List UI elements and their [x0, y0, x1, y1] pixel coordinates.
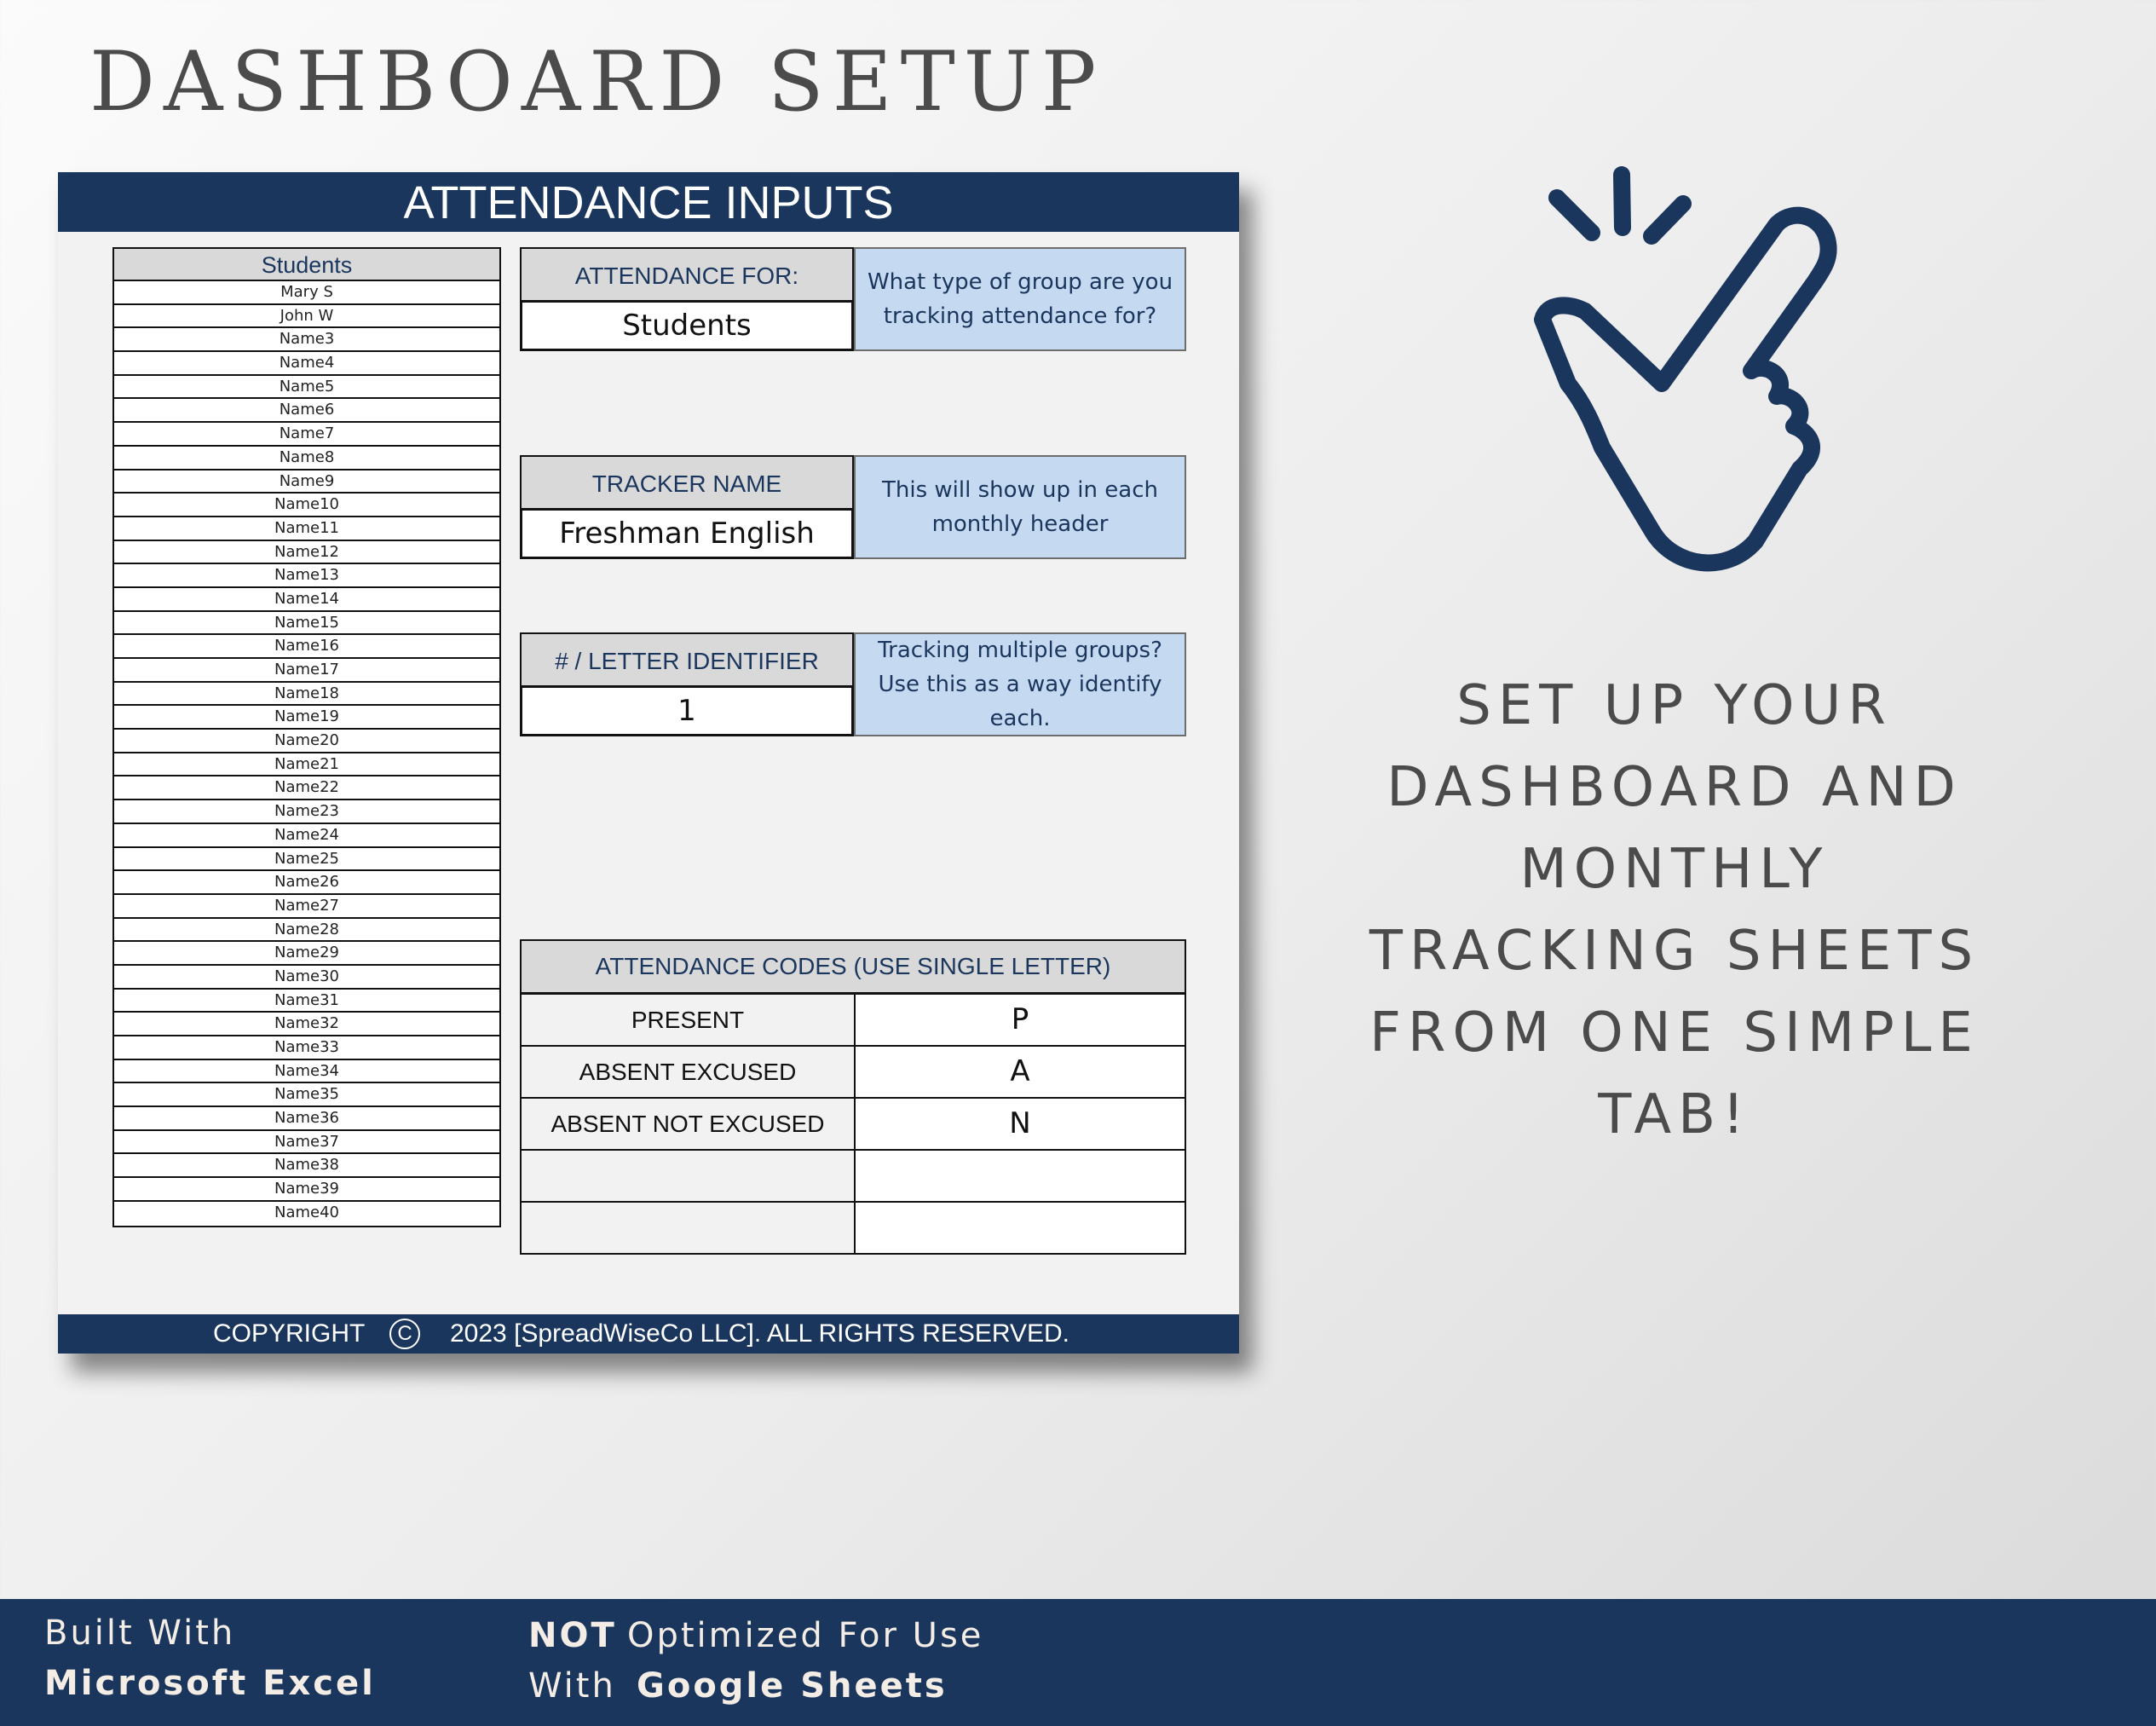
student-row[interactable]: Name32 — [114, 1013, 499, 1036]
student-row[interactable]: Name22 — [114, 776, 499, 800]
student-row[interactable]: Name36 — [114, 1107, 499, 1131]
copyright-icon: C — [389, 1319, 420, 1349]
bottom-bar — [0, 1599, 2156, 1726]
student-row[interactable]: Name40 — [274, 1203, 339, 1221]
attendance-codes-heading: ATTENDANCE CODES (USE SINGLE LETTER) — [522, 941, 1185, 995]
attendance-for-label: ATTENDANCE FOR: — [520, 247, 854, 302]
student-row[interactable]: Name16 — [114, 635, 499, 659]
tracker-name-input[interactable]: Freshman English — [520, 508, 854, 559]
tagline — [1142, 665, 2156, 1156]
optimized-text: Optimized For Use — [627, 1616, 984, 1655]
attendance-for-hint: What type of group are you tracking attendance for? — [854, 247, 1186, 351]
code-name-cell[interactable] — [522, 1203, 856, 1253]
tagline-line-5: FROM ONE SIMPLE — [1369, 1002, 1980, 1065]
attendance-codes-table — [520, 939, 1186, 1255]
student-row[interactable]: Name18 — [114, 683, 499, 707]
student-row[interactable]: Name11 — [114, 517, 499, 541]
identifier-label: # / LETTER IDENTIFIER — [520, 632, 854, 687]
not-word: NOT — [528, 1616, 617, 1655]
tagline-line-2: DASHBOARD AND — [1386, 756, 1963, 819]
student-row[interactable]: Name17 — [114, 659, 499, 683]
student-row[interactable]: Name39 — [114, 1178, 499, 1202]
student-row[interactable]: Mary S — [114, 281, 499, 305]
sheet-header: ATTENDANCE INPUTS — [58, 172, 1239, 232]
code-row — [522, 1099, 1185, 1151]
student-row[interactable]: Name13 — [114, 564, 499, 588]
student-row[interactable]: Name26 — [114, 871, 499, 895]
code-letter-cell[interactable]: P — [856, 995, 1185, 1045]
attendance-inputs-sheet — [58, 172, 1239, 1354]
students-list — [112, 247, 501, 1227]
code-name-cell[interactable]: PRESENT — [522, 995, 856, 1045]
student-row[interactable]: Name21 — [114, 753, 499, 777]
code-letter-cell[interactable] — [856, 1151, 1185, 1201]
student-row[interactable]: Name37 — [114, 1131, 499, 1155]
student-row[interactable]: Name8 — [114, 447, 499, 470]
student-row[interactable]: Name23 — [114, 800, 499, 824]
tagline-line-4: TRACKING SHEETS — [1369, 920, 1980, 983]
student-row[interactable]: Name3 — [114, 328, 499, 352]
page-title: DASHBOARD SETUP — [89, 34, 1105, 130]
student-row[interactable]: Name14 — [114, 588, 499, 612]
student-row[interactable]: Name19 — [114, 706, 499, 730]
code-name-cell[interactable] — [522, 1151, 856, 1201]
code-row — [522, 1151, 1185, 1203]
student-row[interactable]: Name20 — [114, 730, 499, 753]
student-row[interactable]: Name5 — [114, 376, 499, 400]
student-row[interactable]: Name27 — [114, 895, 499, 919]
tracker-name-label: TRACKER NAME — [520, 455, 854, 510]
finger-snap-hand-icon — [1534, 166, 1909, 575]
with-word: With — [528, 1666, 616, 1706]
student-row[interactable]: Name6 — [114, 399, 499, 423]
student-row[interactable]: Name7 — [114, 423, 499, 447]
student-row[interactable]: Name35 — [114, 1083, 499, 1107]
code-letter-cell[interactable]: N — [856, 1099, 1185, 1149]
student-row[interactable]: Name38 — [114, 1154, 499, 1178]
student-row[interactable]: Name33 — [114, 1036, 499, 1060]
tagline-line-1: SET UP YOUR — [1456, 674, 1893, 737]
attendance-for-input[interactable]: Students — [520, 300, 854, 351]
identifier-input[interactable]: 1 — [520, 685, 854, 736]
student-row[interactable]: Name12 — [114, 541, 499, 565]
code-letter-cell[interactable] — [856, 1203, 1185, 1253]
student-row[interactable]: Name15 — [114, 612, 499, 636]
code-name-cell[interactable]: ABSENT EXCUSED — [522, 1047, 856, 1097]
code-row — [522, 995, 1185, 1047]
attendance-codes-rows — [522, 995, 1185, 1253]
tracker-name-hint: This will show up in each monthly header — [854, 455, 1186, 559]
identifier-hint: Tracking multiple groups? Use this as a way identify each. — [854, 632, 1186, 736]
student-row[interactable]: Name28 — [114, 919, 499, 943]
code-row — [522, 1203, 1185, 1253]
code-letter-cell[interactable]: A — [856, 1047, 1185, 1097]
copyright-word: COPYRIGHT — [213, 1319, 366, 1348]
tagline-line-6: TAB! — [1598, 1083, 1751, 1146]
student-row[interactable]: Name25 — [114, 848, 499, 872]
student-row[interactable]: Name29 — [114, 942, 499, 966]
copyright-text: 2023 [SpreadWiseCo LLC]. ALL RIGHTS RESERVED. — [450, 1319, 1069, 1348]
students-rows — [114, 281, 499, 1226]
built-with-product: Microsoft Excel — [44, 1664, 376, 1703]
students-heading: Students — [114, 249, 499, 281]
student-row[interactable]: Name34 — [114, 1060, 499, 1084]
student-row[interactable]: Name4 — [114, 352, 499, 376]
sheet-footer — [58, 1314, 1239, 1354]
student-row[interactable]: Name24 — [114, 824, 499, 848]
google-sheets-product: Google Sheets — [637, 1666, 948, 1706]
student-row[interactable]: John W — [114, 305, 499, 329]
student-row[interactable]: Name30 — [114, 966, 499, 990]
code-row — [522, 1047, 1185, 1099]
tagline-line-3: MONTHLY — [1519, 838, 1830, 901]
student-row[interactable]: Name9 — [114, 470, 499, 494]
student-row[interactable]: Name31 — [114, 990, 499, 1013]
built-with-label: Built With — [44, 1613, 236, 1653]
student-row[interactable]: Name10 — [114, 494, 499, 517]
code-name-cell[interactable]: ABSENT NOT EXCUSED — [522, 1099, 856, 1149]
